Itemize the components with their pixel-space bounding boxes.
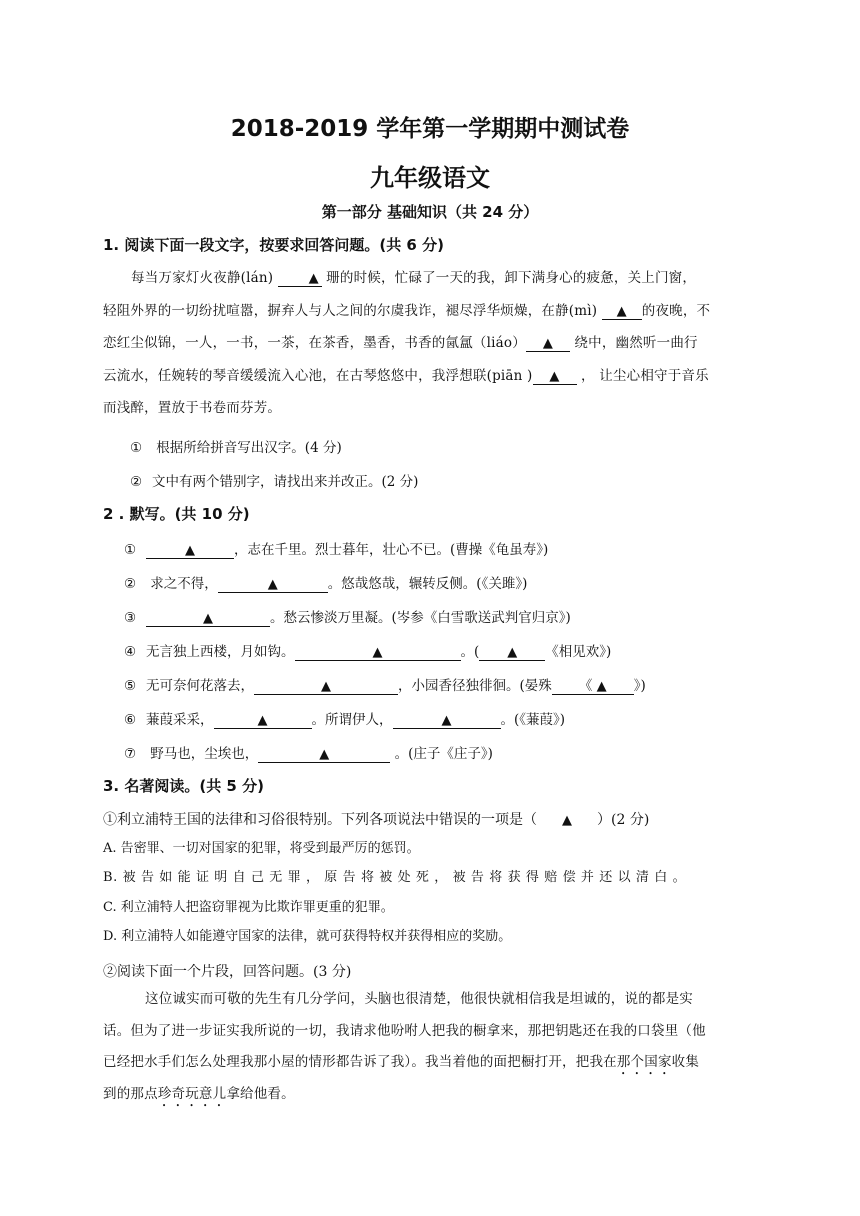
answer-blank[interactable]: ▲ <box>533 369 577 385</box>
option-b: B. 被 告 如 能 证 明 自 己 无 罪 ， 原 告 将 被 处 死 ， 被 告 将 获 得 赔 偿 并 还 以 清 白 。 <box>103 870 687 885</box>
q3-heading: 3. 名著阅读。(共 5 分) <box>103 777 264 795</box>
recite-item-6: ⑥ 蒹葭采采， ▲ 。所谓伊人， ▲ 。(《蒹葭》) <box>124 712 566 728</box>
emphasized-text: 那个国家 <box>616 1054 672 1070</box>
q3-passage-line-3: 已经把水手们怎么处理我那小屋的情形都告诉了我）。我当着他的面把橱打开，把我在那个国家收集 <box>103 1054 700 1070</box>
q1-passage-line-5: 而浅醉，置放于书卷而芬芳。 <box>103 400 282 416</box>
q1-heading: 1. 阅读下面一段文字，按要求回答问题。(共 6 分) <box>103 236 444 254</box>
q1-passage-line-2: 轻阻外界的一切纷扰喧嚣，摒弃人与人之间的尔虞我诈，褪尽浮华烦燥，在静(mì) ▲ 的夜晚，不 <box>103 302 711 319</box>
answer-blank[interactable]: ▲ <box>146 611 270 627</box>
q3-passage-line-1: 这位诚实而可敬的先生有几分学问，头脑也很清楚，他很快就相信我是坦诚的，说的都是实 <box>145 991 693 1007</box>
q3-sub-2: ②阅读下面一个片段，回答问题。(3 分) <box>103 964 352 980</box>
q1-passage-line-4: 云流水，任婉转的琴音缓缓流入心池，在古琴悠悠中，我浮想联(piān ) ▲ ， 让尘心相守于音乐 <box>103 367 709 384</box>
answer-blank[interactable]: 《 ▲ <box>552 679 634 695</box>
answer-blank[interactable]: ▲ <box>146 543 234 559</box>
exam-title: 2018-2019 学年第一学期期中测试卷 <box>230 116 630 142</box>
recite-item-2: ② 求之不得， ▲ 。悠哉悠哉，辗转反侧。(《关雎》) <box>124 576 528 592</box>
q1-sub-1: ① 根据所给拼音写出汉字。(4 分) <box>130 440 342 456</box>
answer-blank[interactable]: ▲ <box>214 713 312 729</box>
answer-blank[interactable]: ▲ <box>258 747 390 763</box>
recite-item-5: ⑤ 无可奈何花落去， ▲ ，小园香径独徘徊。(晏殊 《 ▲ 》) <box>124 678 646 694</box>
emphasized-text: 珍奇玩意儿 <box>157 1085 227 1102</box>
answer-blank[interactable]: ▲ <box>526 336 570 352</box>
q3-passage-line-2: 话。但为了进一步证实我所说的一切，我请求他吩咐人把我的橱拿来，那把钥匙还在我的口袋里（他 <box>103 1022 706 1039</box>
q1-sub-2: ② 文中有两个错别字，请找出来并改正。(2 分) <box>130 474 419 490</box>
q3-passage <box>103 984 759 1110</box>
answer-blank[interactable]: ▲ <box>295 645 461 661</box>
option-d: D. 利立浦特人如能遵守国家的法律，就可获得特权并获得相应的奖励。 <box>103 929 512 944</box>
answer-blank[interactable]: ▲ <box>479 645 545 661</box>
recite-item-7: ⑦ 野马也，尘埃也， ▲ 。(庄子《庄子》) <box>124 746 493 762</box>
q3-sub-1: ①利立浦特王国的法律和习俗很特别。下列各项说法中错误的一项是（ ▲ ）(2 分) <box>103 812 650 828</box>
q3-passage-line-4: 到的那点珍奇玩意儿拿给他看。 <box>103 1085 295 1102</box>
recite-item-4: ④ 无言独上西楼，月如钩。 ▲ 。( ▲ 《相见欢》) <box>124 644 612 660</box>
choice-blank[interactable]: ▲ <box>562 813 572 828</box>
option-a: A. 告密罪、一切对国家的犯罪，将受到最严厉的惩罚。 <box>103 841 420 856</box>
exam-subtitle: 九年级语文 <box>370 164 490 192</box>
answer-blank[interactable]: ▲ <box>278 271 322 287</box>
option-c: C. 利立浦特人把盗窃罪视为比欺诈罪更重的犯罪。 <box>103 900 394 915</box>
answer-blank[interactable]: ▲ <box>254 679 398 695</box>
recite-item-3: ③ ▲ 。愁云惨淡万里凝。(岑参《白雪歌送武判官归京》) <box>124 610 571 626</box>
answer-blank[interactable]: ▲ <box>218 577 328 593</box>
answer-blank[interactable]: ▲ <box>393 713 501 729</box>
recite-item-1: ① ▲ ，志在千里。烈士暮年，壮心不已。(曹操《龟虽寿》) <box>124 542 549 558</box>
q2-heading: 2 . 默写。(共 10 分) <box>103 505 250 523</box>
q1-passage <box>103 262 759 425</box>
part-heading: 第一部分 基础知识（共 24 分） <box>321 203 539 221</box>
answer-blank[interactable]: ▲ <box>602 304 642 320</box>
q1-passage-line-1: 每当万家灯火夜静(lán) ▲ 珊的时候，忙碌了一天的我，卸下满身心的疲惫，关上门窗， <box>131 270 697 286</box>
q1-passage-line-3: 恋红尘似锦，一人，一书，一茶，在茶香，墨香，书香的氤氲（liáo） ▲ 绕中，幽然听一曲行 <box>103 335 698 351</box>
